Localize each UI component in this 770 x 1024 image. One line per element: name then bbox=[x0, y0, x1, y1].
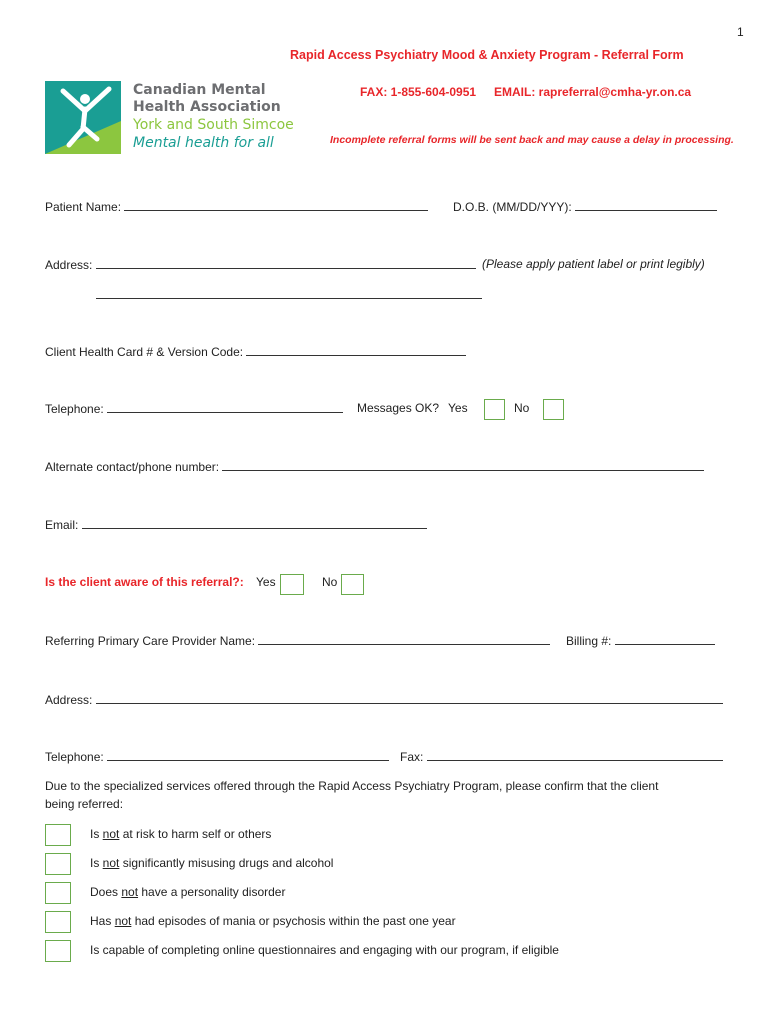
address-row bbox=[45, 257, 476, 272]
address-field[interactable] bbox=[96, 257, 476, 269]
provider-fax-row bbox=[400, 749, 723, 764]
provider-telephone-field[interactable] bbox=[107, 749, 389, 761]
provider-address-field[interactable] bbox=[96, 692, 723, 704]
confirmation-intro-1: Due to the specialized services offered through the Rapid Access Psychiatry Program, please confirm that the client bbox=[45, 779, 659, 793]
provider-name-field[interactable] bbox=[258, 633, 550, 645]
cmha-logo-icon bbox=[45, 81, 121, 154]
messages-no-checkbox[interactable] bbox=[543, 399, 564, 420]
confirm-item-1: Is not at risk to harm self or others bbox=[90, 827, 272, 841]
provider-name-row bbox=[45, 633, 550, 648]
messages-no-label: No bbox=[514, 401, 530, 415]
email-row bbox=[45, 517, 427, 532]
incomplete-notice: Incomplete referral forms will be sent back and may cause a delay in processing. bbox=[330, 134, 734, 146]
aware-yes-label: Yes bbox=[256, 575, 276, 589]
address-note: (Please apply patient label or print legibly) bbox=[482, 257, 705, 271]
dob-label: D.O.B. (MM/DD/YYY): bbox=[453, 200, 572, 214]
referral-email[interactable]: EMAIL: rapreferral@cmha-yr.on.ca bbox=[494, 85, 692, 99]
confirm-checkbox-4[interactable] bbox=[45, 911, 71, 933]
telephone-row bbox=[45, 401, 343, 416]
confirm-checkbox-5[interactable] bbox=[45, 940, 71, 962]
aware-no-label: No bbox=[322, 575, 338, 589]
messages-ok-label: Messages OK? bbox=[357, 401, 440, 415]
health-card-label: Client Health Card # & Version Code: bbox=[45, 345, 244, 359]
telephone-field[interactable] bbox=[107, 401, 343, 413]
health-card-row bbox=[45, 344, 466, 359]
logo-tagline: Mental health for all bbox=[133, 135, 274, 151]
confirm-checkbox-2[interactable] bbox=[45, 853, 71, 875]
logo-line-2: Health Association bbox=[133, 99, 281, 115]
alternate-contact-row bbox=[45, 459, 704, 474]
messages-yes-checkbox[interactable] bbox=[484, 399, 505, 420]
logo-line-3: York and South Simcoe bbox=[133, 117, 294, 133]
aware-no-checkbox[interactable] bbox=[341, 574, 364, 595]
confirmation-intro-2: being referred: bbox=[45, 797, 124, 811]
fax-number: FAX: 1-855-604-0951 bbox=[360, 85, 477, 99]
dob-row bbox=[453, 199, 717, 214]
logo-line-1: Canadian Mental bbox=[133, 82, 266, 98]
confirm-item-5: Is capable of completing online questionnaires and engaging with our program, if eligible bbox=[90, 943, 559, 957]
health-card-field[interactable] bbox=[246, 344, 466, 356]
provider-telephone-row bbox=[45, 749, 389, 764]
provider-address-row bbox=[45, 692, 723, 707]
confirm-item-4: Has not had episodes of mania or psychosis within the past one year bbox=[90, 914, 456, 928]
dob-field[interactable] bbox=[575, 199, 717, 211]
provider-fax-field[interactable] bbox=[427, 749, 723, 761]
page-number: 1 bbox=[737, 25, 744, 39]
aware-question: Is the client aware of this referral?: bbox=[45, 575, 244, 589]
provider-telephone-label: Telephone: bbox=[45, 750, 104, 764]
aware-yes-checkbox[interactable] bbox=[280, 574, 304, 595]
billing-label: Billing #: bbox=[566, 634, 612, 648]
alternate-contact-field[interactable] bbox=[222, 459, 704, 471]
provider-address-label: Address: bbox=[45, 693, 93, 707]
form-title: Rapid Access Psychiatry Mood & Anxiety Program - Referral Form bbox=[290, 48, 684, 62]
messages-yes-label: Yes bbox=[448, 401, 468, 415]
confirm-item-2: Is not significantly misusing drugs and alcohol bbox=[90, 856, 334, 870]
provider-fax-label: Fax: bbox=[400, 750, 424, 764]
patient-name-field[interactable] bbox=[124, 199, 428, 211]
billing-field[interactable] bbox=[615, 633, 715, 645]
alternate-contact-label: Alternate contact/phone number: bbox=[45, 460, 220, 474]
address-label: Address: bbox=[45, 258, 93, 272]
patient-name-row bbox=[45, 199, 428, 214]
confirm-checkbox-1[interactable] bbox=[45, 824, 71, 846]
billing-row bbox=[566, 633, 715, 648]
patient-name-label: Patient Name: bbox=[45, 200, 122, 214]
telephone-label: Telephone: bbox=[45, 402, 104, 416]
email-field[interactable] bbox=[82, 517, 427, 529]
confirm-item-3: Does not have a personality disorder bbox=[90, 885, 286, 899]
address-line-2 bbox=[96, 287, 482, 302]
address-field-2[interactable] bbox=[96, 287, 482, 299]
provider-name-label: Referring Primary Care Provider Name: bbox=[45, 634, 256, 648]
email-label: Email: bbox=[45, 518, 79, 532]
confirm-checkbox-3[interactable] bbox=[45, 882, 71, 904]
